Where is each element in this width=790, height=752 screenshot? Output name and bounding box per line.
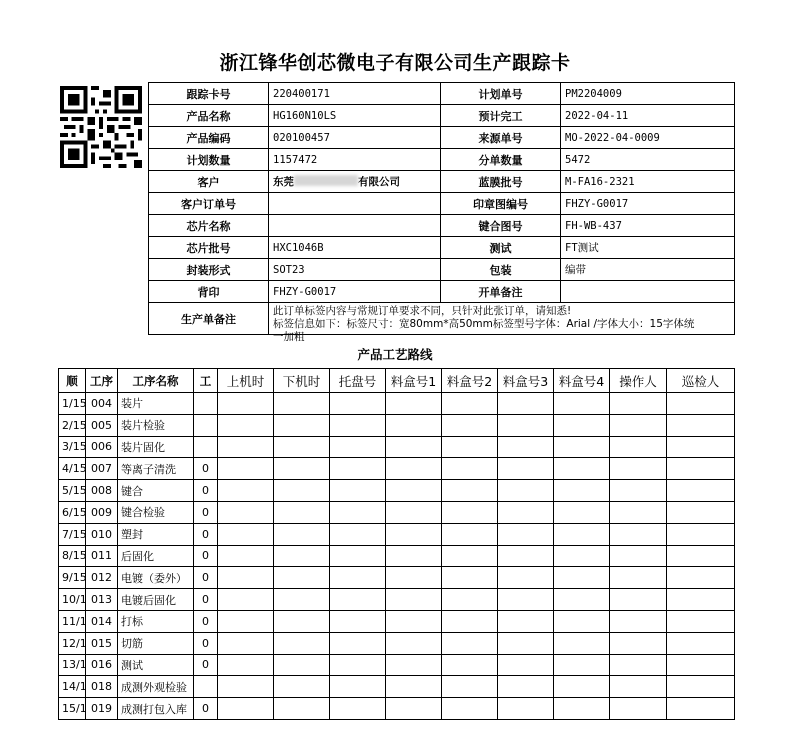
info-label: 印章图编号 bbox=[441, 193, 561, 215]
empty-cell bbox=[554, 458, 610, 480]
customer-name-end: 有限公司 bbox=[358, 176, 400, 188]
step-name: 等离子清洗 bbox=[118, 458, 194, 480]
empty-cell bbox=[667, 393, 735, 415]
step-name: 电镀（委外） bbox=[118, 567, 194, 589]
empty-cell bbox=[610, 436, 667, 458]
step-quantity bbox=[194, 676, 218, 698]
info-value: 020100457 bbox=[269, 127, 441, 149]
info-label: 客户 bbox=[149, 171, 269, 193]
empty-cell bbox=[386, 698, 442, 720]
route-row bbox=[59, 458, 735, 480]
step-quantity: 0 bbox=[194, 589, 218, 611]
empty-cell bbox=[667, 589, 735, 611]
step-code: 005 bbox=[86, 414, 118, 436]
route-header-cell: 下机时 bbox=[274, 369, 330, 393]
info-value: 220400171 bbox=[269, 83, 441, 105]
info-label: 客户订单号 bbox=[149, 193, 269, 215]
empty-cell bbox=[386, 610, 442, 632]
route-header-cell: 顺 bbox=[59, 369, 86, 393]
empty-cell bbox=[330, 632, 386, 654]
step-quantity: 0 bbox=[194, 523, 218, 545]
step-quantity bbox=[194, 436, 218, 458]
info-label: 跟踪卡号 bbox=[149, 83, 269, 105]
empty-cell bbox=[667, 458, 735, 480]
empty-cell bbox=[498, 589, 554, 611]
empty-cell bbox=[610, 480, 667, 502]
step-name: 打标 bbox=[118, 610, 194, 632]
route-row bbox=[59, 589, 735, 611]
step-code: 014 bbox=[86, 610, 118, 632]
step-name: 电镀后固化 bbox=[118, 589, 194, 611]
empty-cell bbox=[330, 458, 386, 480]
empty-cell bbox=[667, 545, 735, 567]
step-name: 成测打包入库 bbox=[118, 698, 194, 720]
empty-cell bbox=[554, 523, 610, 545]
step-name: 键合 bbox=[118, 480, 194, 502]
step-code: 019 bbox=[86, 698, 118, 720]
empty-cell bbox=[554, 698, 610, 720]
empty-cell bbox=[442, 545, 498, 567]
info-label: 封装形式 bbox=[149, 259, 269, 281]
info-value: PM2204009 bbox=[561, 83, 735, 105]
info-row bbox=[149, 193, 735, 215]
step-code: 006 bbox=[86, 436, 118, 458]
info-row bbox=[149, 149, 735, 171]
step-sequence: 9/15 bbox=[59, 567, 86, 589]
info-label: 计划单号 bbox=[441, 83, 561, 105]
empty-cell bbox=[218, 480, 274, 502]
empty-cell bbox=[330, 393, 386, 415]
step-code: 011 bbox=[86, 545, 118, 567]
empty-cell bbox=[274, 632, 330, 654]
route-row bbox=[59, 632, 735, 654]
remark-label: 生产单备注 bbox=[149, 303, 269, 335]
step-sequence: 10/1 bbox=[59, 589, 86, 611]
empty-cell bbox=[330, 567, 386, 589]
empty-cell bbox=[218, 632, 274, 654]
route-row bbox=[59, 480, 735, 502]
info-value: 2022-04-11 bbox=[561, 105, 735, 127]
empty-cell bbox=[386, 393, 442, 415]
empty-cell bbox=[498, 632, 554, 654]
empty-cell bbox=[442, 654, 498, 676]
empty-cell bbox=[667, 436, 735, 458]
empty-cell bbox=[498, 654, 554, 676]
empty-cell bbox=[274, 501, 330, 523]
empty-cell bbox=[274, 610, 330, 632]
empty-cell bbox=[330, 414, 386, 436]
empty-cell bbox=[274, 436, 330, 458]
empty-cell bbox=[554, 414, 610, 436]
step-sequence: 15/1 bbox=[59, 698, 86, 720]
empty-cell bbox=[610, 458, 667, 480]
empty-cell bbox=[386, 436, 442, 458]
remark-row bbox=[149, 303, 735, 335]
empty-cell bbox=[554, 676, 610, 698]
empty-cell bbox=[498, 458, 554, 480]
empty-cell bbox=[610, 523, 667, 545]
empty-cell bbox=[442, 436, 498, 458]
empty-cell bbox=[218, 393, 274, 415]
empty-cell bbox=[667, 676, 735, 698]
step-quantity: 0 bbox=[194, 610, 218, 632]
empty-cell bbox=[442, 523, 498, 545]
empty-cell bbox=[498, 545, 554, 567]
step-name: 装片 bbox=[118, 393, 194, 415]
empty-cell bbox=[667, 501, 735, 523]
route-row bbox=[59, 545, 735, 567]
empty-cell bbox=[330, 436, 386, 458]
step-quantity: 0 bbox=[194, 567, 218, 589]
route-header-cell: 工序名称 bbox=[118, 369, 194, 393]
step-name: 塑封 bbox=[118, 523, 194, 545]
empty-cell bbox=[610, 501, 667, 523]
info-value bbox=[561, 281, 735, 303]
info-row bbox=[149, 83, 735, 105]
step-sequence: 1/15 bbox=[59, 393, 86, 415]
empty-cell bbox=[218, 676, 274, 698]
empty-cell bbox=[442, 480, 498, 502]
empty-cell bbox=[610, 632, 667, 654]
step-sequence: 5/15 bbox=[59, 480, 86, 502]
route-table bbox=[58, 368, 735, 720]
empty-cell bbox=[274, 567, 330, 589]
step-sequence: 13/1 bbox=[59, 654, 86, 676]
route-header-cell: 料盒号4 bbox=[554, 369, 610, 393]
customer-name-start: 东莞 bbox=[273, 176, 294, 188]
step-code: 018 bbox=[86, 676, 118, 698]
info-value: 编带 bbox=[561, 259, 735, 281]
empty-cell bbox=[554, 589, 610, 611]
empty-cell bbox=[554, 480, 610, 502]
empty-cell bbox=[442, 698, 498, 720]
info-value: FHZY-G0017 bbox=[269, 281, 441, 303]
step-quantity: 0 bbox=[194, 545, 218, 567]
page-title: 浙江锋华创芯微电子有限公司生产跟踪卡 bbox=[219, 52, 571, 74]
info-row bbox=[149, 171, 735, 193]
route-header-cell: 料盒号1 bbox=[386, 369, 442, 393]
step-quantity bbox=[194, 414, 218, 436]
empty-cell bbox=[330, 698, 386, 720]
info-row bbox=[149, 105, 735, 127]
step-sequence: 4/15 bbox=[59, 458, 86, 480]
route-header-cell: 料盒号3 bbox=[498, 369, 554, 393]
info-value: SOT23 bbox=[269, 259, 441, 281]
empty-cell bbox=[667, 523, 735, 545]
info-label: 测试 bbox=[441, 237, 561, 259]
empty-cell bbox=[386, 567, 442, 589]
empty-cell bbox=[274, 545, 330, 567]
info-value: FT测试 bbox=[561, 237, 735, 259]
empty-cell bbox=[386, 545, 442, 567]
redacted-region bbox=[294, 175, 358, 186]
info-value: M-FA16-2321 bbox=[561, 171, 735, 193]
info-value: 5472 bbox=[561, 149, 735, 171]
empty-cell bbox=[554, 632, 610, 654]
empty-cell bbox=[442, 676, 498, 698]
step-name: 键合检验 bbox=[118, 501, 194, 523]
info-row bbox=[149, 215, 735, 237]
route-row bbox=[59, 523, 735, 545]
info-label: 蓝膜批号 bbox=[441, 171, 561, 193]
step-code: 010 bbox=[86, 523, 118, 545]
empty-cell bbox=[554, 436, 610, 458]
remark-line: 一加粗 bbox=[273, 331, 305, 343]
empty-cell bbox=[386, 480, 442, 502]
route-row bbox=[59, 567, 735, 589]
empty-cell bbox=[667, 698, 735, 720]
step-sequence: 6/15 bbox=[59, 501, 86, 523]
empty-cell bbox=[498, 676, 554, 698]
empty-cell bbox=[330, 545, 386, 567]
empty-cell bbox=[274, 480, 330, 502]
step-code: 015 bbox=[86, 632, 118, 654]
empty-cell bbox=[610, 676, 667, 698]
step-code: 013 bbox=[86, 589, 118, 611]
empty-cell bbox=[442, 632, 498, 654]
info-value: HXC1046B bbox=[269, 237, 441, 259]
step-sequence: 8/15 bbox=[59, 545, 86, 567]
empty-cell bbox=[498, 414, 554, 436]
empty-cell bbox=[218, 501, 274, 523]
step-name: 装片固化 bbox=[118, 436, 194, 458]
empty-cell bbox=[610, 698, 667, 720]
empty-cell bbox=[386, 632, 442, 654]
empty-cell bbox=[442, 501, 498, 523]
empty-cell bbox=[610, 545, 667, 567]
empty-cell bbox=[218, 589, 274, 611]
empty-cell bbox=[218, 436, 274, 458]
empty-cell bbox=[554, 501, 610, 523]
empty-cell bbox=[667, 480, 735, 502]
step-name: 切筋 bbox=[118, 632, 194, 654]
empty-cell bbox=[274, 393, 330, 415]
remark-text bbox=[269, 303, 735, 343]
info-label: 预计完工 bbox=[441, 105, 561, 127]
step-code: 004 bbox=[86, 393, 118, 415]
empty-cell bbox=[498, 480, 554, 502]
route-row bbox=[59, 676, 735, 698]
empty-cell bbox=[667, 632, 735, 654]
empty-cell bbox=[667, 567, 735, 589]
route-header-cell: 料盒号2 bbox=[442, 369, 498, 393]
route-header-cell: 工序 bbox=[86, 369, 118, 393]
empty-cell bbox=[218, 698, 274, 720]
step-code: 007 bbox=[86, 458, 118, 480]
empty-cell bbox=[274, 589, 330, 611]
route-header-cell: 托盘号 bbox=[330, 369, 386, 393]
info-row bbox=[149, 259, 735, 281]
empty-cell bbox=[498, 567, 554, 589]
empty-cell bbox=[610, 610, 667, 632]
step-name: 装片检验 bbox=[118, 414, 194, 436]
empty-cell bbox=[442, 610, 498, 632]
step-name: 测试 bbox=[118, 654, 194, 676]
empty-cell bbox=[274, 414, 330, 436]
empty-cell bbox=[498, 610, 554, 632]
step-code: 008 bbox=[86, 480, 118, 502]
route-row bbox=[59, 610, 735, 632]
route-row bbox=[59, 501, 735, 523]
section-title: 产品工艺路线 bbox=[357, 347, 433, 362]
info-label: 键合图号 bbox=[441, 215, 561, 237]
empty-cell bbox=[498, 523, 554, 545]
empty-cell bbox=[274, 523, 330, 545]
info-value: MO-2022-04-0009 bbox=[561, 127, 735, 149]
step-sequence: 12/1 bbox=[59, 632, 86, 654]
step-name: 成测外观检验 bbox=[118, 676, 194, 698]
empty-cell bbox=[667, 414, 735, 436]
route-header-cell: 巡检人 bbox=[667, 369, 735, 393]
empty-cell bbox=[554, 654, 610, 676]
step-quantity bbox=[194, 393, 218, 415]
empty-cell bbox=[498, 698, 554, 720]
step-quantity: 0 bbox=[194, 698, 218, 720]
info-row bbox=[149, 237, 735, 259]
empty-cell bbox=[330, 589, 386, 611]
info-value bbox=[269, 215, 441, 237]
info-label: 来源单号 bbox=[441, 127, 561, 149]
empty-cell bbox=[386, 676, 442, 698]
empty-cell bbox=[218, 567, 274, 589]
empty-cell bbox=[274, 676, 330, 698]
empty-cell bbox=[442, 393, 498, 415]
info-label: 背印 bbox=[149, 281, 269, 303]
info-table bbox=[148, 82, 735, 343]
empty-cell bbox=[610, 654, 667, 676]
step-sequence: 2/15 bbox=[59, 414, 86, 436]
route-header-cell: 操作人 bbox=[610, 369, 667, 393]
remark-line: 标签信息如下：标签尺寸：宽80mm*高50mm标签型号字体：Arial /字体大小：15字体统 bbox=[273, 318, 695, 330]
empty-cell bbox=[498, 393, 554, 415]
route-row bbox=[59, 393, 735, 415]
empty-cell bbox=[667, 654, 735, 676]
step-quantity: 0 bbox=[194, 458, 218, 480]
info-label: 计划数量 bbox=[149, 149, 269, 171]
empty-cell bbox=[218, 458, 274, 480]
route-header-row bbox=[59, 369, 735, 393]
route-row bbox=[59, 698, 735, 720]
step-sequence: 7/15 bbox=[59, 523, 86, 545]
empty-cell bbox=[274, 458, 330, 480]
empty-cell bbox=[554, 610, 610, 632]
route-header-cell: 上机时 bbox=[218, 369, 274, 393]
empty-cell bbox=[386, 654, 442, 676]
empty-cell bbox=[386, 589, 442, 611]
empty-cell bbox=[554, 567, 610, 589]
info-value: 1157472 bbox=[269, 149, 441, 171]
info-row bbox=[149, 281, 735, 303]
empty-cell bbox=[330, 654, 386, 676]
empty-cell bbox=[330, 480, 386, 502]
info-label: 芯片批号 bbox=[149, 237, 269, 259]
empty-cell bbox=[610, 567, 667, 589]
info-value: HG160N10LS bbox=[269, 105, 441, 127]
route-row bbox=[59, 436, 735, 458]
info-value bbox=[269, 193, 441, 215]
empty-cell bbox=[218, 414, 274, 436]
step-quantity: 0 bbox=[194, 632, 218, 654]
empty-cell bbox=[386, 523, 442, 545]
empty-cell bbox=[218, 545, 274, 567]
empty-cell bbox=[667, 610, 735, 632]
info-label: 分单数量 bbox=[441, 149, 561, 171]
step-sequence: 14/1 bbox=[59, 676, 86, 698]
info-value bbox=[269, 171, 441, 193]
empty-cell bbox=[498, 501, 554, 523]
empty-cell bbox=[330, 610, 386, 632]
qr-code bbox=[60, 86, 142, 168]
empty-cell bbox=[442, 458, 498, 480]
empty-cell bbox=[218, 610, 274, 632]
info-label: 包装 bbox=[441, 259, 561, 281]
info-label: 产品名称 bbox=[149, 105, 269, 127]
route-header-cell: 工 bbox=[194, 369, 218, 393]
remark-line: 此订单标签内容与常规订单要求不同，只针对此张订单，请知悉! bbox=[273, 305, 572, 317]
route-row bbox=[59, 654, 735, 676]
empty-cell bbox=[274, 698, 330, 720]
step-quantity: 0 bbox=[194, 654, 218, 676]
step-code: 012 bbox=[86, 567, 118, 589]
empty-cell bbox=[610, 393, 667, 415]
empty-cell bbox=[610, 589, 667, 611]
step-sequence: 11/1 bbox=[59, 610, 86, 632]
empty-cell bbox=[218, 523, 274, 545]
info-value: FHZY-G0017 bbox=[561, 193, 735, 215]
empty-cell bbox=[554, 545, 610, 567]
empty-cell bbox=[498, 436, 554, 458]
step-quantity: 0 bbox=[194, 501, 218, 523]
empty-cell bbox=[554, 393, 610, 415]
empty-cell bbox=[330, 676, 386, 698]
info-label: 产品编码 bbox=[149, 127, 269, 149]
empty-cell bbox=[218, 654, 274, 676]
empty-cell bbox=[330, 501, 386, 523]
info-value: FH-WB-437 bbox=[561, 215, 735, 237]
step-quantity: 0 bbox=[194, 480, 218, 502]
route-row bbox=[59, 414, 735, 436]
step-code: 009 bbox=[86, 501, 118, 523]
empty-cell bbox=[386, 501, 442, 523]
empty-cell bbox=[442, 567, 498, 589]
empty-cell bbox=[386, 414, 442, 436]
step-name: 后固化 bbox=[118, 545, 194, 567]
empty-cell bbox=[442, 414, 498, 436]
step-code: 016 bbox=[86, 654, 118, 676]
empty-cell bbox=[442, 589, 498, 611]
info-label: 芯片名称 bbox=[149, 215, 269, 237]
empty-cell bbox=[610, 414, 667, 436]
step-sequence: 3/15 bbox=[59, 436, 86, 458]
empty-cell bbox=[330, 523, 386, 545]
info-label: 开单备注 bbox=[441, 281, 561, 303]
empty-cell bbox=[274, 654, 330, 676]
empty-cell bbox=[386, 458, 442, 480]
info-row bbox=[149, 127, 735, 149]
